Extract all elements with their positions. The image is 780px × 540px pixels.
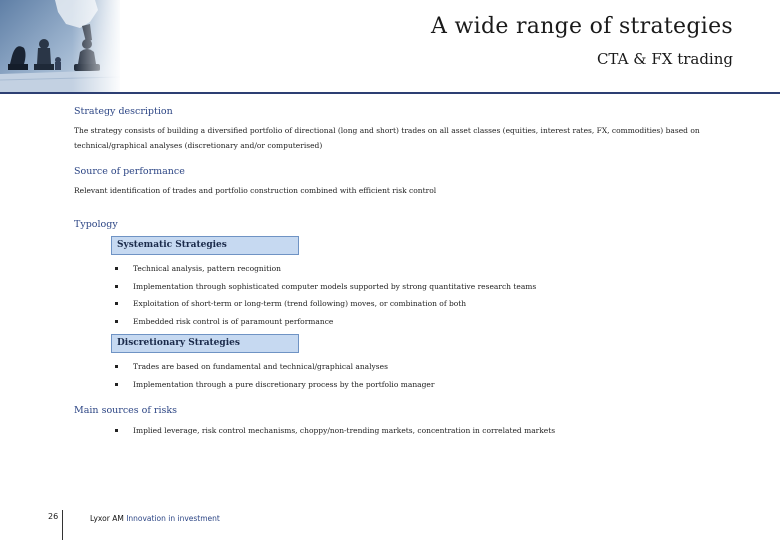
footer-branding xyxy=(90,514,220,523)
strategy-description-heading: Strategy description xyxy=(74,106,173,117)
brand-tagline: Innovation in investment xyxy=(126,514,220,523)
discretionary-strategies-box: Discretionary Strategies xyxy=(111,334,299,353)
list-item: Implementation through sophisticated computer models supported by strong quantitative research teams xyxy=(74,278,744,296)
page-subtitle: CTA & FX trading xyxy=(596,50,733,68)
bullet-icon xyxy=(115,383,118,386)
bullet-icon xyxy=(115,267,118,270)
brand-name: Lyxor AM xyxy=(90,514,124,523)
header-rule xyxy=(0,92,780,94)
bullet-icon xyxy=(115,302,118,305)
list-item: Embedded risk control is of paramount performance xyxy=(74,313,744,331)
list-item: Technical analysis, pattern recognition xyxy=(74,260,744,278)
chess-pieces-photo xyxy=(0,0,120,92)
page-title: A wide range of strategies xyxy=(431,14,733,39)
systematic-strategies-box: Systematic Strategies xyxy=(111,236,299,255)
risks-list xyxy=(74,422,744,440)
list-item: Implied leverage, risk control mechanisms, choppy/non-trending markets, concentration in correlated markets xyxy=(74,422,744,440)
list-item: Exploitation of short-term or long-term (trend following) moves, or combination of both xyxy=(74,295,744,313)
slide-content xyxy=(74,106,744,444)
typology-heading: Typology xyxy=(74,219,118,230)
main-sources-of-risks-heading: Main sources of risks xyxy=(74,405,178,416)
systematic-strategies-list xyxy=(74,260,744,330)
source-of-performance-text: Relevant identification of trades and portfolio construction combined with efficient risk control xyxy=(74,186,437,195)
bullet-icon xyxy=(115,285,118,288)
list-item: Trades are based on fundamental and technical/graphical analyses xyxy=(74,358,744,376)
strategy-description-text: The strategy consists of building a diversified portfolio of directional (long and short) trades on all asset classes (equities, interest rates, FX, commodities) based on technical/graphical analyses (discretionary and/or computerised) xyxy=(74,126,700,150)
discretionary-strategies-list xyxy=(74,358,744,393)
page-number: 26 xyxy=(48,512,59,521)
list-item: Implementation through a pure discretionary process by the portfolio manager xyxy=(74,376,744,394)
bullet-icon xyxy=(115,320,118,323)
footer-divider xyxy=(62,510,63,540)
bullet-icon xyxy=(115,365,118,368)
bullet-icon xyxy=(115,429,118,432)
source-of-performance-heading: Source of performance xyxy=(74,166,185,177)
